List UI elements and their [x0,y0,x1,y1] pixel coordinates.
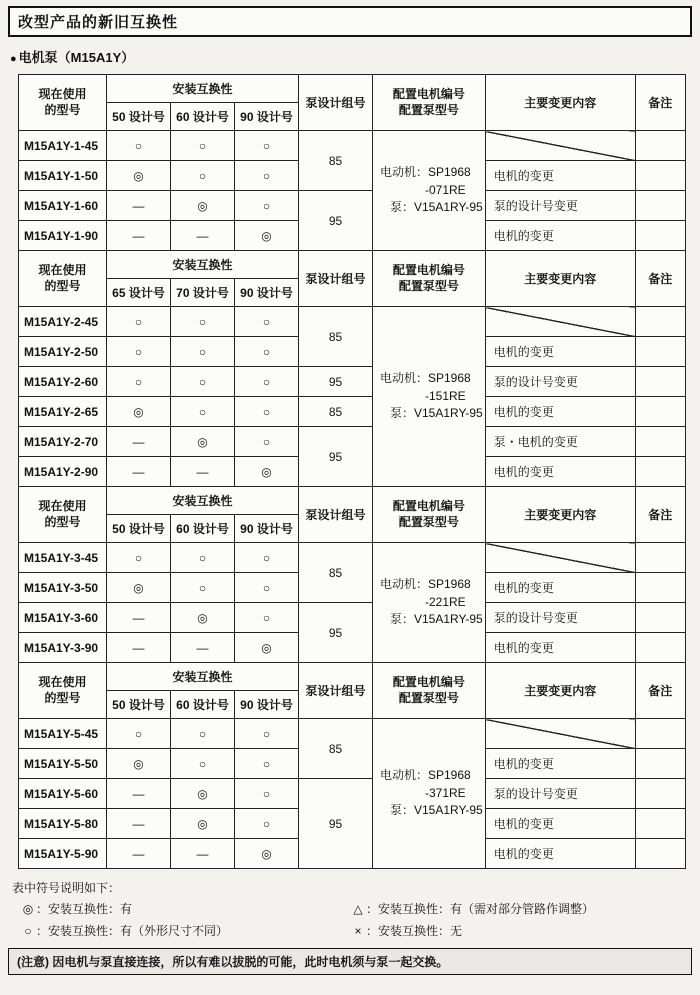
change-cell: 泵的设计号变更 [485,367,635,397]
header-current-model-line1: 现在使用 [38,674,87,689]
table-row [19,307,686,337]
page-title: 改型产品的新旧互换性 [18,14,179,31]
header-pump-design-group: 泵设计组号 [299,251,373,307]
header-pump-design-group: 泵设计组号 [299,75,373,131]
header-design-col: 60 设计号 [171,103,235,131]
motor-config-line1: 电动机：SP1968 [380,577,471,592]
symbol-cell: ◎ [235,221,299,251]
symbol-cell: — [107,809,171,839]
motor-config-line1: 电动机：SP1968 [380,165,471,180]
header-design-col: 50 设计号 [107,691,171,719]
model-cell: M15A1Y-5-45 [19,719,107,749]
header-design-col: 90 设计号 [235,515,299,543]
remarks-cell [635,131,685,161]
model-cell: M15A1Y-2-45 [19,307,107,337]
header-current-model-line1: 现在使用 [38,86,87,101]
symbol-cell: — [107,191,171,221]
design-group-cell: 95 [299,367,373,397]
change-cell: 电机的变更 [485,457,635,487]
model-cell: M15A1Y-2-90 [19,457,107,487]
model-cell: M15A1Y-3-45 [19,543,107,573]
symbol-cell: ○ [107,719,171,749]
compat-table-2 [18,250,686,487]
header-current-model [19,251,107,307]
header-pump-design-group: 泵设计组号 [299,663,373,719]
model-cell: M15A1Y-5-60 [19,779,107,809]
legend-text: ：安装互换性：有（需对部分管路作调整） [366,902,595,916]
table-row [19,603,686,633]
design-group-cell: 85 [299,719,373,779]
change-cell [485,307,635,337]
motor-config-line2: -221RE [425,594,466,609]
symbol-cell: — [171,839,235,869]
symbol-cell: ○ [235,719,299,749]
header-motor-config [373,75,486,131]
change-cell: 电机的变更 [485,839,635,869]
legend-item [20,900,350,917]
table-header-row-1 [19,251,686,279]
motor-config-line3: 泵：V15A1RY-95 [390,406,483,421]
symbol-cell: ○ [107,307,171,337]
header-pump-design-group: 泵设计组号 [299,487,373,543]
table-row [19,427,686,457]
change-cell [485,543,635,573]
remarks-cell [635,839,685,869]
symbol-cell: ◎ [235,457,299,487]
section-title: 电机泵（M15A1Y） [18,50,135,65]
symbol-cell: ◎ [171,427,235,457]
motor-config-cell [373,543,486,663]
header-current-model [19,663,107,719]
symbol-cell: ○ [171,543,235,573]
header-design-col: 70 设计号 [171,279,235,307]
page-title-box [8,6,692,37]
header-compatibility: 安装互换性 [107,251,299,279]
legend-item [350,900,692,917]
symbol-cell: — [107,457,171,487]
design-group-cell: 85 [299,543,373,603]
symbol-cell: ○ [235,809,299,839]
symbol-cell: — [171,221,235,251]
symbol-cell: ○ [235,573,299,603]
symbol-cell: ○ [235,191,299,221]
change-cell: 电机的变更 [485,573,635,603]
symbol-cell: ○ [171,337,235,367]
header-design-col: 60 设计号 [171,515,235,543]
remarks-cell [635,779,685,809]
legend-item [20,922,350,939]
symbol-cell: ◎ [171,809,235,839]
model-cell: M15A1Y-2-50 [19,337,107,367]
symbol-cell: ○ [235,307,299,337]
header-design-col: 90 设计号 [235,103,299,131]
header-design-col: 90 设计号 [235,279,299,307]
table-row [19,397,686,427]
symbol-cell: ○ [235,131,299,161]
symbol-cell: ◎ [107,397,171,427]
motor-config-line2: -151RE [425,388,466,403]
motor-config-cell [373,719,486,869]
header-design-col: 60 设计号 [171,691,235,719]
symbol-cell: ◎ [171,779,235,809]
symbol-cell: ○ [235,749,299,779]
design-group-cell: 95 [299,191,373,251]
motor-config-line2: -071RE [425,182,466,197]
change-cell: 电机的变更 [485,397,635,427]
remarks-cell [635,307,685,337]
design-group-cell: 95 [299,779,373,869]
model-cell: M15A1Y-2-60 [19,367,107,397]
motor-config-line3: 泵：V15A1RY-95 [390,803,483,818]
remarks-cell [635,337,685,367]
symbol-cell: ○ [235,397,299,427]
model-cell: M15A1Y-3-90 [19,633,107,663]
symbol-cell: ○ [171,307,235,337]
remarks-cell [635,543,685,573]
symbol-cell: ◎ [235,839,299,869]
symbol-cell: ○ [235,427,299,457]
note-text: (注意) 因电机与泵直接连接，所以有难以拔脱的可能，此时电机须与泵一起交换。 [17,955,449,969]
remarks-cell [635,397,685,427]
symbol-cell: ◎ [107,749,171,779]
symbol-cell: ○ [235,779,299,809]
symbol-cell: — [107,633,171,663]
design-group-cell: 95 [299,603,373,663]
remarks-cell [635,427,685,457]
design-group-cell: 95 [299,427,373,487]
symbol-cell: ◎ [171,191,235,221]
symbol-cell: ◎ [107,161,171,191]
header-design-col: 50 设计号 [107,103,171,131]
header-compatibility: 安装互换性 [107,75,299,103]
header-motor-config-line1: 配置电机编号 [392,498,465,513]
symbol-cell: ○ [235,367,299,397]
model-cell: M15A1Y-1-60 [19,191,107,221]
header-motor-config [373,663,486,719]
change-cell [485,131,635,161]
model-cell: M15A1Y-3-50 [19,573,107,603]
header-remarks: 备注 [635,487,685,543]
remarks-cell [635,191,685,221]
symbol-cell: — [107,603,171,633]
table-row [19,543,686,573]
remarks-cell [635,749,685,779]
table-row [19,131,686,161]
change-cell: 电机的变更 [485,337,635,367]
legend-item [350,922,692,939]
header-compatibility: 安装互换性 [107,487,299,515]
symbol-cell: ○ [171,367,235,397]
symbol-cell: ○ [107,131,171,161]
remarks-cell [635,633,685,663]
change-cell: 电机的变更 [485,749,635,779]
design-group-cell: 85 [299,397,373,427]
motor-config-line2: -371RE [425,785,466,800]
change-cell: 电机的变更 [485,161,635,191]
symbol-cell: ○ [171,161,235,191]
legend-text: ：安装互换性：无 [366,924,463,938]
header-main-changes: 主要变更内容 [485,75,635,131]
symbol-cell: ○ [171,397,235,427]
remarks-cell [635,603,685,633]
model-cell: M15A1Y-2-70 [19,427,107,457]
remarks-cell [635,573,685,603]
symbol-cell: — [107,221,171,251]
header-design-col: 90 设计号 [235,691,299,719]
model-cell: M15A1Y-1-45 [19,131,107,161]
header-motor-config-line1: 配置电机编号 [392,674,465,689]
remarks-cell [635,719,685,749]
motor-config-cell [373,307,486,487]
header-design-col: 65 设计号 [107,279,171,307]
legend-grid [20,900,692,939]
table-row [19,779,686,809]
motor-config-line1: 电动机：SP1968 [380,371,471,386]
header-current-model-line2: 的型号 [44,102,81,117]
compat-table-1 [18,74,686,251]
symbol-cell: ○ [235,337,299,367]
model-cell: M15A1Y-3-60 [19,603,107,633]
design-group-cell: 85 [299,131,373,191]
symbol-cell: ◎ [107,573,171,603]
change-cell: 泵的设计号变更 [485,603,635,633]
symbol-cell: — [107,427,171,457]
change-cell: 电机的变更 [485,809,635,839]
change-cell: 泵的设计号变更 [485,191,635,221]
motor-config-line3: 泵：V15A1RY-95 [390,200,483,215]
change-cell: 泵・电机的变更 [485,427,635,457]
legend [12,879,692,939]
symbol-cell: ○ [171,749,235,779]
motor-config-cell [373,131,486,251]
header-current-model-line1: 现在使用 [38,498,87,513]
table-row [19,191,686,221]
header-motor-config-line2: 配置泵型号 [398,690,459,705]
symbol-cell: ○ [107,337,171,367]
legend-symbol: △ [353,902,363,916]
table-row [19,719,686,749]
model-cell: M15A1Y-5-90 [19,839,107,869]
header-motor-config-line2: 配置泵型号 [398,278,459,293]
header-main-changes: 主要变更内容 [485,663,635,719]
legend-symbol: ○ [24,924,32,938]
table-row [19,367,686,397]
symbol-cell: ◎ [235,633,299,663]
model-cell: M15A1Y-1-90 [19,221,107,251]
header-compatibility: 安装互换性 [107,663,299,691]
header-motor-config-line1: 配置电机编号 [392,262,465,277]
change-cell: 电机的变更 [485,221,635,251]
symbol-cell: ○ [107,367,171,397]
header-remarks: 备注 [635,75,685,131]
header-current-model-line1: 现在使用 [38,262,87,277]
table-header-row-1 [19,487,686,515]
remarks-cell [635,809,685,839]
design-group-cell: 85 [299,307,373,367]
legend-intro: 表中符号说明如下： [12,881,121,895]
header-remarks: 备注 [635,663,685,719]
remarks-cell [635,457,685,487]
legend-text: ：安装互换性：有 [36,902,133,916]
symbol-cell: ○ [171,573,235,603]
legend-symbol: ◎ [22,902,34,916]
compat-table-3 [18,486,686,663]
header-current-model [19,487,107,543]
change-cell: 电机的变更 [485,633,635,663]
header-motor-config [373,487,486,543]
remarks-cell [635,367,685,397]
symbol-cell: — [107,839,171,869]
note-box [8,948,692,975]
header-current-model [19,75,107,131]
table-header-row-1 [19,75,686,103]
compatibility-tables [18,74,692,869]
header-motor-config-line2: 配置泵型号 [398,514,459,529]
header-remarks: 备注 [635,251,685,307]
legend-text: ：安装互换性：有（外形尺寸不同） [36,924,229,938]
remarks-cell [635,221,685,251]
model-cell: M15A1Y-5-50 [19,749,107,779]
header-design-col: 50 设计号 [107,515,171,543]
symbol-cell: — [107,779,171,809]
symbol-cell: — [171,633,235,663]
symbol-cell: ○ [107,543,171,573]
header-motor-config [373,251,486,307]
section-subtitle [10,47,692,66]
table-header-row-1 [19,663,686,691]
symbol-cell: ○ [235,543,299,573]
symbol-cell: ◎ [171,603,235,633]
symbol-cell: ○ [171,131,235,161]
motor-config-line1: 电动机：SP1968 [380,768,471,783]
motor-config-line3: 泵：V15A1RY-95 [390,612,483,627]
symbol-cell: ○ [171,719,235,749]
model-cell: M15A1Y-5-80 [19,809,107,839]
header-main-changes: 主要变更内容 [485,487,635,543]
bullet-icon: ● [10,53,17,65]
symbol-cell: ○ [235,603,299,633]
header-motor-config-line1: 配置电机编号 [392,86,465,101]
model-cell: M15A1Y-2-65 [19,397,107,427]
change-cell: 泵的设计号变更 [485,779,635,809]
header-current-model-line2: 的型号 [44,690,81,705]
remarks-cell [635,161,685,191]
header-current-model-line2: 的型号 [44,514,81,529]
compat-table-4 [18,662,686,869]
header-main-changes: 主要变更内容 [485,251,635,307]
legend-symbol: × [354,924,362,938]
model-cell: M15A1Y-1-50 [19,161,107,191]
header-motor-config-line2: 配置泵型号 [398,102,459,117]
change-cell [485,719,635,749]
symbol-cell: — [171,457,235,487]
header-current-model-line2: 的型号 [44,278,81,293]
symbol-cell: ○ [235,161,299,191]
